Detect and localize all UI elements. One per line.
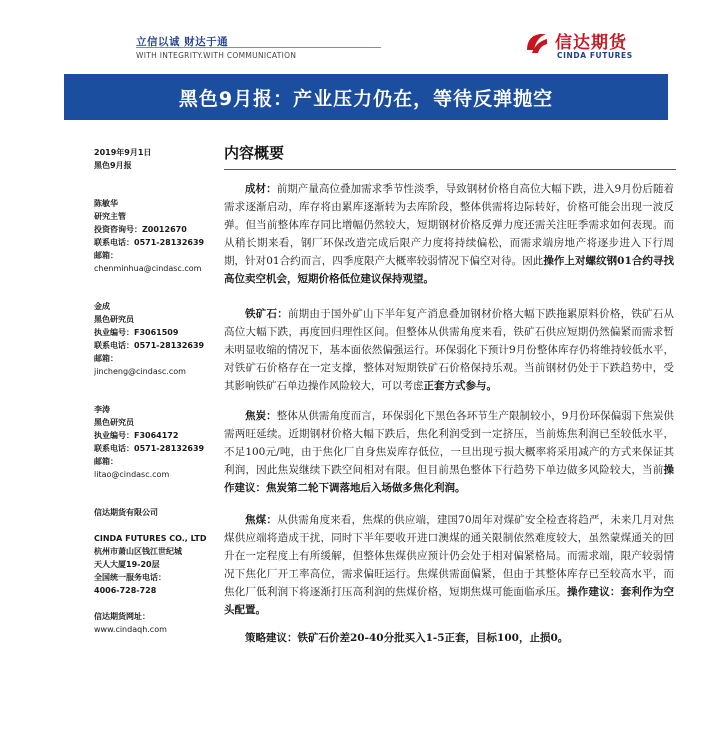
hotline-label: 全国统一服务电话： [94,573,166,582]
paragraph-text: 前期由于国外矿山下半年复产消息叠加钢材价格大幅下跌拖累原料价格，铁矿石从高位大幅下跌，再度回归理性区间。但整体从供需角度来看，铁矿石供应短期仍然偏紧而需求暂未明显收缩的情况下，基本面依然偏强运行。环保弱化下预计9月份整体库存仍将维持较低水平，对铁矿石价格存在一定支撑，整体对短期铁矿石价格保持乐观。当前钢材仍处于下跌趋势中，受其影响铁矿石单边操作风险较大，可以考虑 [224,308,675,392]
analyst-phone: 联系电话：0571-28132639 [94,238,205,247]
analyst-role: 黑色研究员 [94,315,134,324]
analyst-email[interactable]: litao@cindasc.com [94,470,170,479]
report-title: 黑色9月报：产业压力仍在，等待反弹抛空 [178,87,554,110]
paragraph-coking-coal [224,511,674,619]
analyst-license: 执业编号：F3061509 [94,328,179,337]
paragraph-recommendation: 操作建议：套利作为空头配置。 [224,586,675,616]
paragraph-text: 前期产量高位叠加需求季节性淡季，导致钢材价格自高位大幅下跌，进入9月份后随着需求逐渐启动，库存将由累库逐渐转为去库阶段，整体供需将边际转好，价格可能会出现一波反弹。但当前整体库存同比增幅仍然较大，短期钢材价格反弹力度还需关注旺季需求如何表现。而从稍长期来看，钢厂环保改造完成后限产力度将持续偏松，而需求端房地产将逐步进入下行周期，针对01合约而言，四季度限产大概率较弱情况下偏空对待。因此 [224,183,675,267]
company-info [94,506,224,636]
paragraph-text: 整体从供需角度而言，环保弱化下黑色各环节生产限制较小，9月份环保偏弱下焦炭供需两旺延续。近期钢材价格大幅下跌后，焦化利润受到一定挤压，当前炼焦利润已至较低水平，不足100元/吨，由于焦化厂自身焦炭库存低位，一旦出现亏损大概率将采用减产的方式来保证其利润，因此焦炭继续下跌空间相对有限。但目前黑色整体下行趋势下单边做多风险较大，当前 [224,410,675,476]
logo-text-cn: 信达期货 [555,33,627,53]
analyst-card [94,300,224,378]
paragraph-recommendation: 正套方式参与。 [423,380,497,392]
report-type: 黑色9月报 [94,161,132,170]
paragraph-lead: 铁矿石： [245,308,288,320]
analyst-name: 金成 [94,302,110,311]
slogan-en: WITH INTEGRITY.WITH COMMUNICATION [136,51,297,60]
paragraph-lead: 成材： [245,183,277,195]
report-title-bar [64,74,668,120]
analyst-license: 投资咨询号：Z0012670 [94,225,187,234]
report-meta [94,146,224,172]
analyst-name: 李涛 [94,405,110,414]
logo-text-en: CINDA FUTURES [557,51,633,60]
paragraph-lead: 焦煤： [245,514,277,526]
analyst-email-label: 邮箱： [94,251,118,260]
analyst-email[interactable]: chenminhua@cindasc.com [94,264,202,273]
paragraph-text: 铁矿石价差20-40分批买入1-5正套，目标100，止损0。 [297,632,569,644]
report-sidebar [94,146,224,648]
paragraph-text: 从供需角度来看，焦煤的供应端，建国70周年对煤矿安全检查将趋严，未来几月对焦煤供应端将造成干扰，同时下半年要收开进口澳煤的通关限制依然难度较大，虽然蒙煤通关的回升在一定程度上有所缓解，但整体焦煤供应预计仍会处于相对偏紧格局。而需求端，限产较弱情况下焦化厂开工率高位，需求偏旺运行。焦煤供需面偏紧，但由于其整体库存已至较高水平，而焦化厂低利润下将逐渐打压高利润的焦煤价格，短期焦煤可能面临承压。 [224,514,675,598]
analyst-card [94,403,224,481]
analyst-name: 陈敏华 [94,199,118,208]
analyst-email[interactable]: jincheng@cindasc.com [94,367,186,376]
analyst-role: 黑色研究员 [94,418,134,427]
paragraph-coke [224,407,674,497]
paragraph-lead: 策略建议： [245,632,298,644]
paragraph-steel [224,180,674,288]
company-logo [524,28,674,64]
website-link[interactable]: www.cindaqh.com [94,625,167,634]
paragraph-recommendation: 操作上对螺纹钢01合约寻找高位卖空机会，短期价格低位建议保持观望。 [224,255,674,285]
analyst-role: 研究主管 [94,212,126,221]
analyst-email-label: 邮箱： [94,457,118,466]
slogan-cn: 立信以诚 财达于通 [136,36,229,48]
page-header [0,0,728,68]
paragraph-strategy [224,629,674,647]
analyst-license: 执业编号：F3064172 [94,431,179,440]
hotline-number: 4006-728-728 [94,586,157,595]
paragraph-iron-ore [224,305,674,395]
analyst-phone: 联系电话：0571-28132639 [94,341,205,350]
company-name-en: CINDA FUTURES CO., LTD [94,534,207,543]
website-label: 信达期货网址： [94,612,150,621]
company-address-line-1: 杭州市萧山区钱江世纪城 [94,547,182,556]
report-date: 2019年9月1日 [94,148,152,157]
header-divider [136,47,381,48]
section-title: 内容概要 [224,144,285,162]
analyst-email-label: 邮箱： [94,354,118,363]
analyst-card [94,197,224,275]
section-divider [224,169,676,170]
company-name-cn: 信达期货有限公司 [94,508,158,517]
analyst-phone: 联系电话：0571-28132639 [94,444,205,453]
paragraph-lead: 焦炭： [245,410,277,422]
paragraph-recommendation: 操作建议：焦炭第二轮下调落地后入场做多焦化利润。 [224,464,674,494]
cinda-logo-icon [524,30,550,56]
company-address-line-2: 天人大厦19-20层 [94,560,160,569]
report-body [224,142,674,647]
